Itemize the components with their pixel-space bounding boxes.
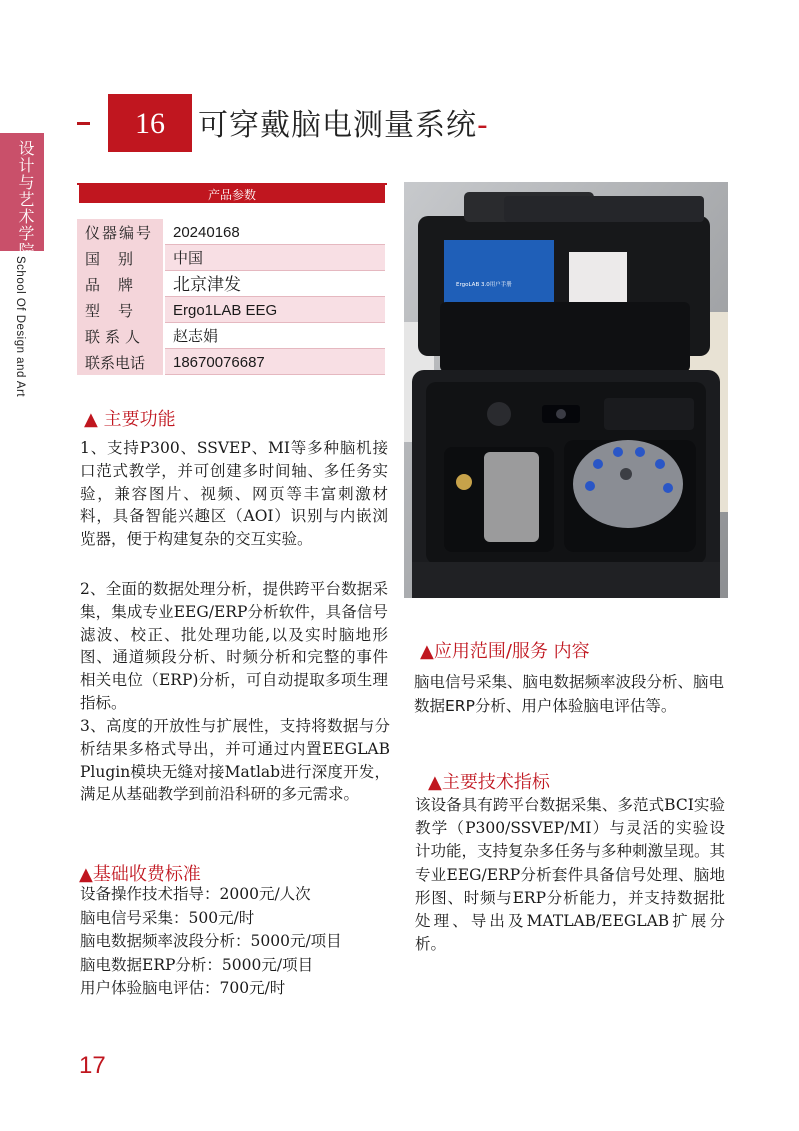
param-label: 联系人 xyxy=(77,323,163,349)
school-name-en: School Of Design and Art xyxy=(14,256,26,398)
parameter-row xyxy=(77,297,385,323)
eeg-case-image xyxy=(404,182,728,598)
tech-text: 该设备具有跨平台数据采集、多范式BCI实验教学（P300/SSVEP/MI）与灵活的实验设计功能，支持复杂多任务与多种刺激呈现。其专业EEG/ERP分析套件具备信号处理、脑地形图、时频与ERP分析能力，并支持数据批处理、导出及MATLAB/EEGLAB扩展分析。 xyxy=(415,796,726,954)
fee-item: 设备操作技术指导：2000元/人次 xyxy=(80,885,311,903)
param-label: 联系电话 xyxy=(77,349,163,375)
tech-heading: ▲主要技术指标 xyxy=(428,772,550,793)
title-dash: - xyxy=(477,108,489,143)
page-number: 17 xyxy=(79,1052,106,1079)
fee-item: 脑电信号采集：500元/时 xyxy=(80,908,255,927)
parameter-row xyxy=(77,245,385,271)
scope-heading: ▲应用范围/服务 内容 xyxy=(420,641,590,662)
param-label: 国别 xyxy=(77,245,163,271)
school-name-cn: 设计与艺术学院 xyxy=(16,140,35,259)
booklet-text: ErgoLAB 3.0用户手册 xyxy=(456,282,512,288)
parameter-row xyxy=(77,323,385,349)
parameter-row xyxy=(77,219,385,245)
param-value: 18670076687 xyxy=(165,349,385,375)
fees-list xyxy=(80,883,400,1001)
param-value: 中国 xyxy=(165,245,385,271)
param-label: 仪器编号 xyxy=(77,219,163,245)
page-title: 可穿戴脑电测量系统- xyxy=(198,108,489,143)
param-value: 赵志娟 xyxy=(165,323,385,349)
fee-item: 用户体验脑电评估：700元/时 xyxy=(80,979,286,997)
param-label: 品牌 xyxy=(77,271,163,297)
parameter-row xyxy=(77,349,385,375)
param-value: Ergo1LAB EEG xyxy=(165,297,385,323)
fee-item: 脑电数据ERP分析：5000元/项目 xyxy=(80,955,314,974)
param-value: 20240168 xyxy=(165,219,385,245)
fee-item: 脑电数据频率波段分析：5000元/项目 xyxy=(80,932,342,950)
parameter-table-header: 产品参数 xyxy=(79,185,385,203)
parameter-row xyxy=(77,271,385,297)
header-dash xyxy=(77,122,90,125)
scope-text: 脑电信号采集、脑电数据频率波段分析、脑电数据ERP分析、用户体验脑电评估等。 xyxy=(414,673,725,715)
fees-heading: ▲基础收费标准 xyxy=(79,864,201,885)
parameter-table xyxy=(77,183,387,380)
param-value: 北京津发 xyxy=(165,271,385,297)
device-photo xyxy=(404,182,728,598)
functions-heading: ▲ 主要功能 xyxy=(84,409,176,430)
functions-para-2: 2、全面的数据处理分析，提供跨平台数据采集，集成专业EEG/ERP分析软件，具备信号滤波、校正、批处理功能,以及实时脑地形图、通道频段分析、时频分析和完整的事件相关电位（ERP)分析，可自动提取多项生理指标。 xyxy=(80,580,388,712)
param-label: 型号 xyxy=(77,297,163,323)
functions-para-1: 1、支持P300、SSVEP、MI等多种脑机接口范式教学，并可创建多时间轴、多任务实验，兼容图片、视频、网页等丰富刺激材料，具备智能兴趣区（AOI）识别与内嵌浏览器，便于构建复杂的交互实验。 xyxy=(80,439,388,549)
functions-para-3: 3、高度的开放性与扩展性，支持将数据与分析结果多格式导出，并可通过内置EEGLAB Plugin模块无缝对接Matlab进行深度开发，满足从基础教学到前沿科研的多元需求。 xyxy=(80,717,390,804)
header-number: 16 xyxy=(135,107,165,140)
